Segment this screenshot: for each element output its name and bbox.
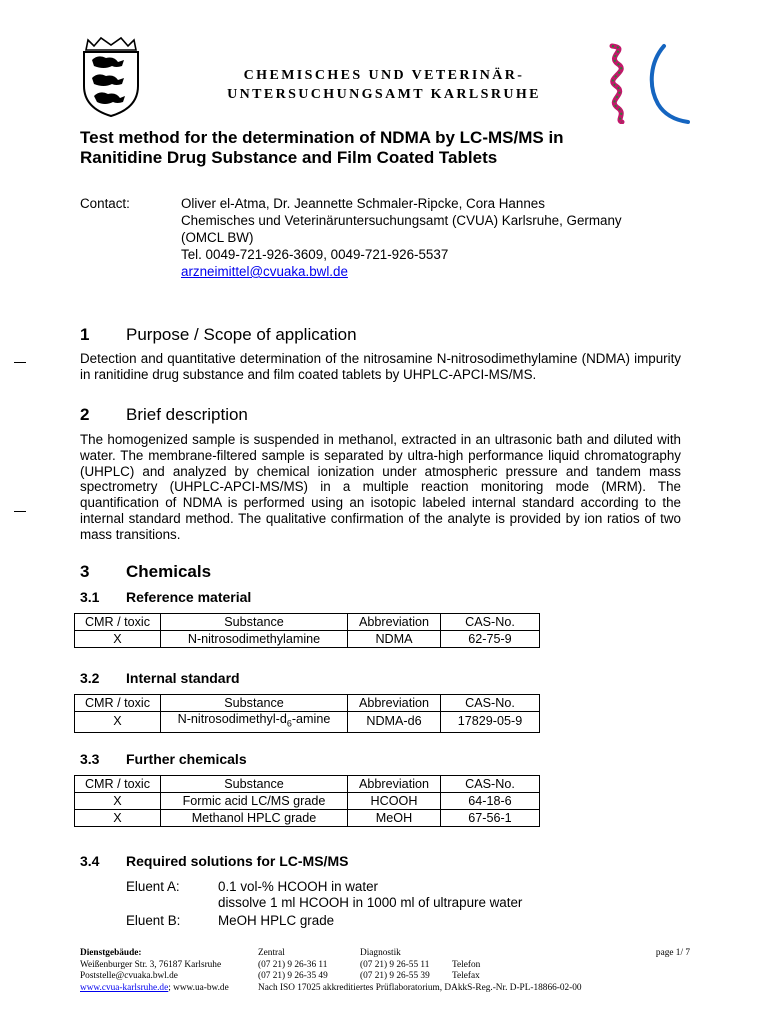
table-header-cell: Substance: [161, 614, 348, 631]
table-header-row: [75, 776, 540, 793]
footer-central-fax: (07 21) 9 26-35 49: [258, 971, 328, 981]
footer-heading: Dienstgebäude:: [80, 948, 142, 958]
footer-website-link[interactable]: www.cvua-karlsruhe.de: [80, 983, 169, 993]
table-header-cell: CMR / toxic: [75, 776, 161, 793]
table-cell: 62-75-9: [441, 631, 540, 648]
footer-diagnostics-phone: (07 21) 9 26-55 11: [360, 959, 430, 970]
internal-standard-table: [74, 694, 540, 733]
contact-org-line-1: Chemisches und Veterinäruntersuchungsamt (CVUA) Karlsruhe, Germany: [181, 213, 622, 228]
table-cell: X: [75, 631, 161, 648]
section-title: Purpose / Scope of application: [126, 325, 357, 344]
subsection-number: 3.4: [80, 853, 100, 869]
contact-block: [181, 195, 701, 280]
subsection-number: 3.1: [80, 589, 100, 605]
section-3-2-heading: [80, 670, 480, 688]
table-cell: NDMA: [348, 631, 441, 648]
section-3-3-heading: [80, 751, 480, 769]
table-cell: N-nitrosodimethylamine: [161, 631, 348, 648]
section-3-heading: [80, 562, 480, 582]
document-title: [80, 128, 700, 168]
table-header-cell: CAS-No.: [441, 614, 540, 631]
section-number: 2: [80, 405, 90, 424]
table-header-cell: Abbreviation: [348, 776, 441, 793]
table-row: [75, 793, 540, 810]
footer-diagnostics-fax: (07 21) 9 26-55 39: [360, 971, 430, 981]
table-header-cell: CAS-No.: [441, 776, 540, 793]
section-3-1-heading: [80, 589, 480, 607]
footer-types: [452, 960, 512, 983]
title-line-2: Ranitidine Drug Substance and Film Coated Tablets: [80, 148, 498, 167]
table-cell: 17829-05-9: [441, 712, 540, 733]
section-number: 1: [80, 325, 90, 344]
footer-email: Poststelle@cvuaka.bwl.de: [80, 971, 178, 981]
institution-line-2: UNTERSUCHUNGSAMT KARLSRUHE: [227, 87, 541, 102]
contact-tel: Tel. 0049-721-926-3609, 0049-721-926-5537: [181, 247, 449, 262]
page-number: page 1/ 7: [655, 948, 690, 958]
substance-name: N-nitrosodimethyl-d: [177, 712, 287, 726]
margin-mark: [14, 511, 26, 512]
table-header-cell: Abbreviation: [348, 614, 441, 631]
footer-central-heading: Zentral: [258, 948, 285, 958]
table-header-cell: Substance: [161, 776, 348, 793]
section-title: Brief description: [126, 405, 248, 424]
subsection-number: 3.3: [80, 751, 100, 767]
table-cell: Methanol HPLC grade: [161, 810, 348, 827]
contact-names: Oliver el-Atma, Dr. Jeannette Schmaler-Ripcke, Cora Hannes: [181, 196, 545, 211]
eluent-a-line-1: 0.1 vol-% HCOOH in water: [218, 879, 378, 894]
subsection-title: Required solutions for LC-MS/MS: [126, 853, 349, 869]
substance-suffix: -amine: [291, 712, 331, 726]
table-row: [75, 810, 540, 827]
section-2-heading: [80, 405, 480, 425]
footer-address: [80, 948, 260, 983]
institution-line-1: CHEMISCHES UND VETERINÄR-: [243, 68, 525, 83]
section-number: 3: [80, 562, 90, 581]
footer-web: [80, 983, 229, 995]
contact-org-line-2: (OMCL BW): [181, 230, 254, 245]
table-header-row: [75, 614, 540, 631]
isotope-subscript: 6: [286, 718, 292, 729]
section-1-heading: [80, 325, 480, 345]
footer-diagnostics-heading: Diagnostik: [360, 948, 401, 958]
table-row: [75, 631, 540, 648]
margin-mark: [14, 362, 26, 363]
table-cell: 64-18-6: [441, 793, 540, 810]
subsection-title: Internal standard: [126, 670, 240, 686]
footer-type-fax: Telefax: [452, 971, 480, 981]
reference-material-table: [74, 613, 540, 648]
table-cell: Formic acid LC/MS grade: [161, 793, 348, 810]
snake-logo-icon: [602, 42, 692, 124]
table-header-cell: Substance: [161, 695, 348, 712]
footer-street: Weißenburger Str. 3, 76187 Karlsruhe: [80, 959, 222, 970]
contact-email-link[interactable]: arzneimittel@cvuaka.bwl.de: [181, 264, 348, 279]
table-cell: HCOOH: [348, 793, 441, 810]
footer-central-phone: (07 21) 9 26-36 11: [258, 959, 328, 970]
section-1-text: Detection and quantitative determination of the nitrosamine N-nitrosodimethylamine (NDMA) impurity in ranitidine drug substance and film coated tablets by UHPLC-APCI-MS/MS.: [80, 351, 681, 382]
table-cell: NDMA-d6: [348, 712, 441, 733]
eluent-a-line-2: dissolve 1 ml HCOOH in 1000 ml of ultrapure water: [218, 895, 523, 910]
section-title: Chemicals: [126, 562, 212, 581]
title-line-1: Test method for the determination of NDMA by LC-MS/MS in: [80, 128, 564, 147]
table-cell: [161, 712, 348, 733]
section-2-text: The homogenized sample is suspended in methanol, extracted in an ultrasonic bath and diluted with water. The membrane-filtered sample is separated by ultra-high performance liquid chromatography (UHPLC) and analyzed by chemical ionization under atmospheric pressure and tandem mass spectrometry (UHPLC-APCI-MS/MS) in a multiple reaction monitoring mode (MRM). The quantification of NDMA is performed using an isotopic labeled internal standard according to the internal standard method. The qualitative confirmation of the analyte is provided by ion ratios of two mass transitions.: [80, 432, 681, 542]
footer-accreditation: Nach ISO 17025 akkreditiertes Prüflaboratorium, DAkkS-Reg.-Nr. D-PL-18866-02-00: [258, 983, 582, 993]
subsection-title: Further chemicals: [126, 751, 247, 767]
eluent-a-label: Eluent A:: [126, 879, 180, 894]
table-cell: X: [75, 793, 161, 810]
coat-of-arms-icon: [78, 36, 144, 118]
further-chemicals-table: [74, 775, 540, 827]
table-row: [75, 712, 540, 733]
table-header-row: [75, 695, 540, 712]
footer-central: [258, 948, 358, 983]
footer-website-rest: ; www.ua-bw.de: [168, 983, 229, 993]
footer-diagnostics: [360, 948, 450, 983]
table-cell: MeOH: [348, 810, 441, 827]
table-cell: 67-56-1: [441, 810, 540, 827]
contact-label: Contact:: [80, 196, 130, 211]
eluent-b-value: MeOH HPLC grade: [218, 913, 335, 928]
table-header-cell: Abbreviation: [348, 695, 441, 712]
footer-type-phone: Telefon: [452, 959, 481, 970]
table-header-cell: CMR / toxic: [75, 695, 161, 712]
eluent-b-label: Eluent B:: [126, 913, 181, 928]
subsection-number: 3.2: [80, 670, 100, 686]
table-cell: X: [75, 712, 161, 733]
table-cell: X: [75, 810, 161, 827]
table-header-cell: CAS-No.: [441, 695, 540, 712]
subsection-title: Reference material: [126, 589, 252, 605]
section-3-4-heading: [80, 853, 480, 871]
table-header-cell: CMR / toxic: [75, 614, 161, 631]
